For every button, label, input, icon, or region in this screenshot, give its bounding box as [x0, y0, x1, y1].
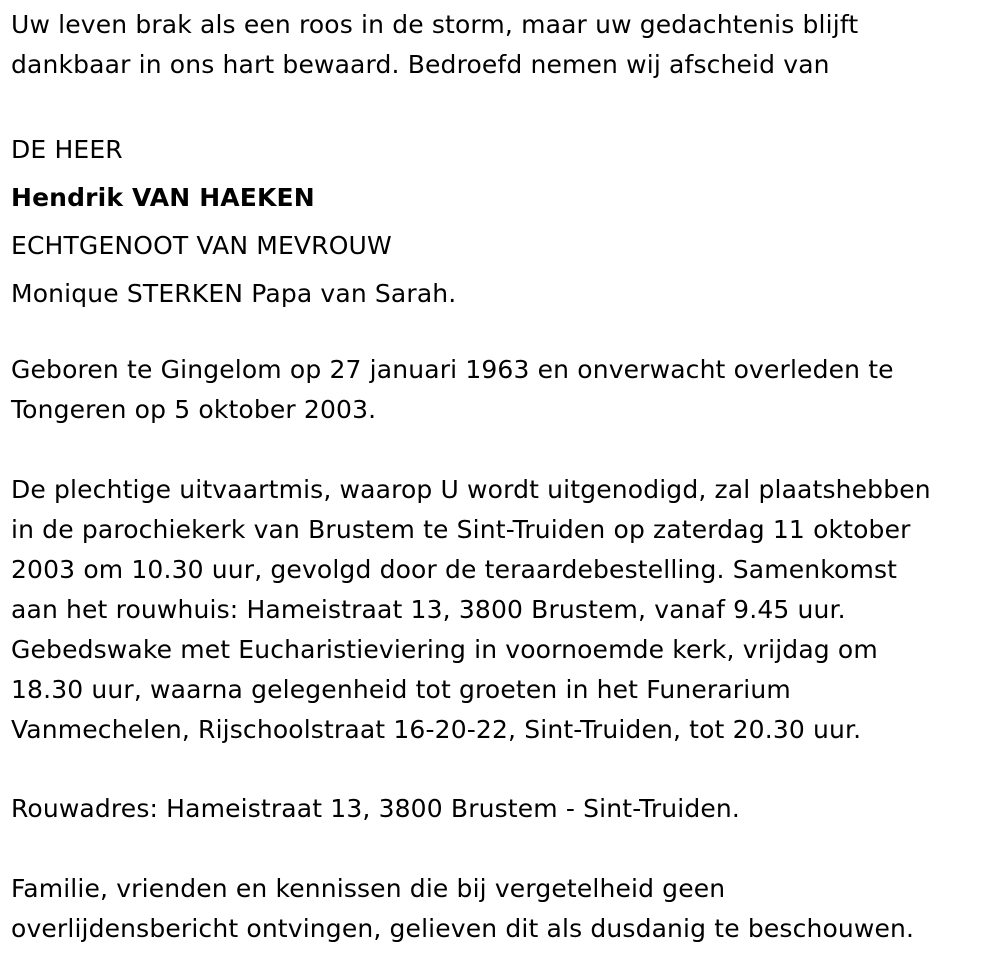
birth-death-paragraph	[11, 350, 894, 430]
spouse-and-child: Monique STERKEN Papa van Sarah.	[11, 279, 457, 308]
ceremony-line: De plechtige uitvaartmis, waarop U wordt uitgenodigd, zal plaatshebben	[11, 475, 931, 504]
deceased-relation: ECHTGENOOT VAN MEVROUW	[11, 231, 392, 260]
intro-line: dankbaar in ons hart bewaard. Bedroefd nemen wij afscheid van	[11, 50, 830, 79]
ceremony-line: in de parochiekerk van Brustem te Sint-Truiden op zaterdag 11 oktober	[11, 515, 911, 544]
ceremony-line: 2003 om 10.30 uur, gevolgd door de teraardebestelling. Samenkomst	[11, 555, 898, 584]
closing-line: Familie, vrienden en kennissen die bij vergetelheid geen	[11, 874, 726, 903]
ceremony-line: 18.30 uur, waarna gelegenheid tot groeten in het Funerarium	[11, 675, 791, 704]
birth-death-line: Geboren te Gingelom op 27 januari 1963 en onverwacht overleden te	[11, 355, 894, 384]
intro-line: Uw leven brak als een roos in de storm, maar uw gedachtenis blijft	[11, 10, 859, 39]
deceased-block	[11, 126, 456, 318]
ceremony-paragraph	[11, 470, 931, 750]
intro-paragraph	[11, 5, 858, 85]
closing-paragraph	[11, 869, 914, 949]
mourning-address: Rouwadres: Hameistraat 13, 3800 Brustem - Sint-Truiden.	[11, 794, 740, 823]
ceremony-line: Vanmechelen, Rijschoolstraat 16-20-22, Sint-Truiden, tot 20.30 uur.	[11, 715, 862, 744]
address-paragraph	[11, 789, 740, 829]
ceremony-line: Gebedswake met Eucharistieviering in voornoemde kerk, vrijdag om	[11, 635, 878, 664]
deceased-title: DE HEER	[11, 135, 123, 164]
closing-line: overlijdensbericht ontvingen, gelieven dit als dusdanig te beschouwen.	[11, 914, 915, 943]
birth-death-line: Tongeren op 5 oktober 2003.	[11, 395, 377, 424]
ceremony-line: aan het rouwhuis: Hameistraat 13, 3800 Brustem, vanaf 9.45 uur.	[11, 595, 846, 624]
deceased-name: Hendrik VAN HAEKEN	[11, 183, 315, 212]
